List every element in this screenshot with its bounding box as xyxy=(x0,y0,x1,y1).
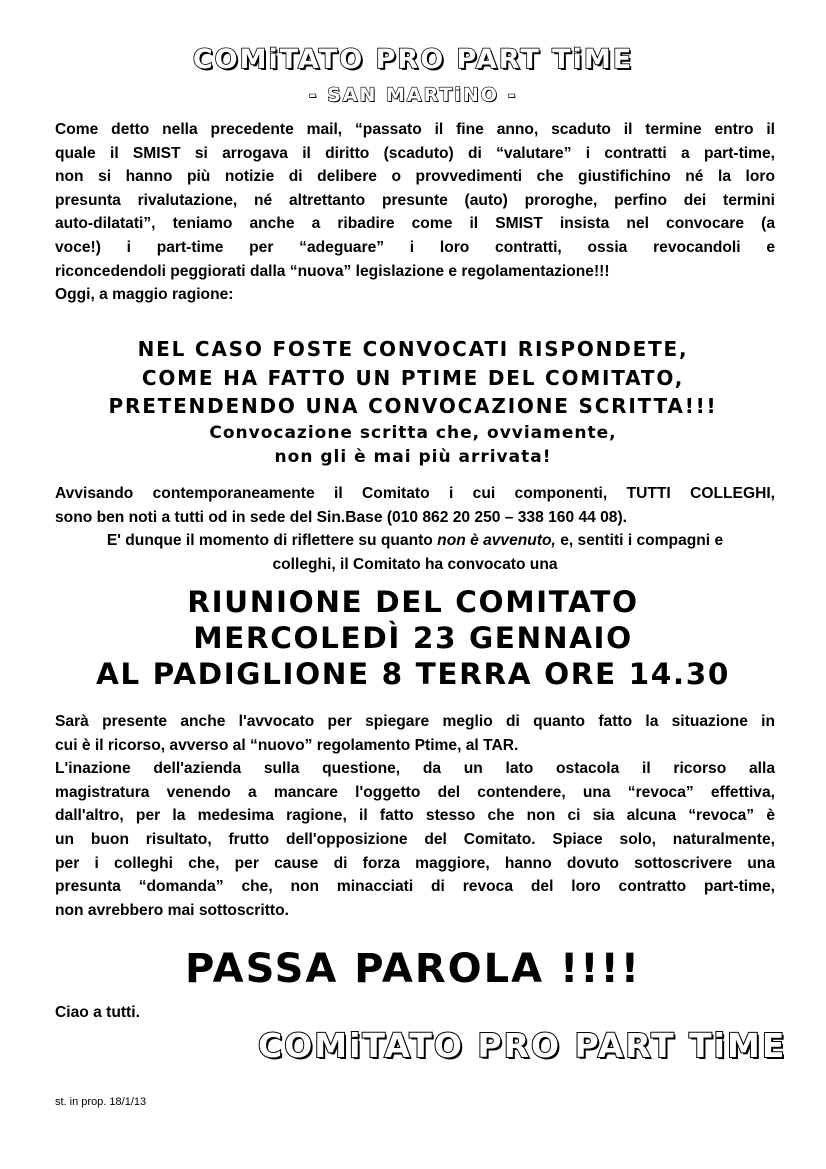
notice-block xyxy=(0,335,826,421)
body-line: magistratura venendo a mancare l'oggetto del contendere, una “revoca” effettiva, xyxy=(55,783,775,801)
body-line: dall'altro, per la medesima ragione, il fatto stesso che non ci sia alcuna “revoca” è xyxy=(55,807,775,825)
body-line: non avrebbero mai sottoscritto. xyxy=(55,901,289,919)
body-line: presunta “domanda” che, non minacciati di revoca del loro contratto part-time, xyxy=(55,878,775,896)
intro-line: auto-dilatati”, teniamo anche a ribadire come il SMIST insista nel convocare (a xyxy=(55,215,775,233)
signature: COMiTATO PRO PART TiME xyxy=(258,1026,787,1065)
notice-line: NEL CASO FOSTE CONVOCATI RISPONDETE, xyxy=(137,337,689,361)
body-line: per i colleghi che, per cause di forza maggiore, hanno dovuto sottoscrivere una xyxy=(55,854,775,872)
intro-line: non si hanno più notizie di delibere o provvedimenti che giustifichino né la loro xyxy=(55,168,775,186)
body-paragraph xyxy=(55,710,775,922)
contact-line: sono ben noti a tutti od in sede del Sin.Base (010 862 20 250 – 338 160 44 08). xyxy=(55,508,628,526)
notice-line: PRETENDENDO UNA CONVOCAZIONE SCRITTA!!! xyxy=(108,394,718,418)
contact-emphasis: non è avvenuto, xyxy=(437,532,556,550)
contact-line xyxy=(55,529,775,553)
intro-line: Come detto nella precedente mail, “passato il fine anno, scaduto il termine entro il xyxy=(55,121,775,138)
contact-line: colleghi, il Comitato ha convocato una xyxy=(272,555,558,573)
notice-sub-block xyxy=(0,421,826,469)
closing-greeting: Ciao a tutti. xyxy=(55,1004,140,1021)
contact-text: E' dunque il momento di riflettere su quanto xyxy=(106,532,438,550)
intro-paragraph xyxy=(55,118,775,307)
header-title: COMiTATO PRO PART TiME xyxy=(192,44,634,75)
intro-line: riconcedendoli peggiorati dalla “nuova” legislazione e regolamentazione!!! xyxy=(55,262,610,280)
contact-line: Avvisando contemporaneamente il Comitato i cui componenti, TUTTI COLLEGHI, xyxy=(55,485,775,502)
body-line: un buon risultato, frutto dell'opposizione del Comitato. Spiace solo, naturalmente, xyxy=(55,830,775,848)
meeting-line: MERCOLEDÌ 23 GENNAIO xyxy=(193,621,633,655)
print-note: st. in prop. 18/1/13 xyxy=(55,1096,147,1108)
meeting-line: AL PADIGLIONE 8 TERRA ORE 14.30 xyxy=(95,657,730,691)
contact-paragraph xyxy=(55,482,775,576)
contact-text: e, sentiti i compagni e xyxy=(555,532,724,550)
body-line: Sarà presente anche l'avvocato per spiegare meglio di quanto fatto la situazione in xyxy=(55,713,775,730)
intro-line: presunta rivalutazione, né altrettanto presunte (auto) proroghe, perfino dei termini xyxy=(55,191,775,209)
body-line: L'inazione dell'azienda sulla questione, da un lato ostacola il ricorso alla xyxy=(55,760,775,778)
body-line: cui è il ricorso, avverso al “nuovo” regolamento Ptime, al TAR. xyxy=(55,736,519,754)
meeting-block xyxy=(0,584,826,692)
call-to-action: PASSA PAROLA !!!! xyxy=(184,946,642,992)
notice-line: COME HA FATTO UN PTIME DEL COMITATO, xyxy=(141,365,685,390)
intro-line: quale il SMIST si arrogava il diritto (scaduto) di “valutare” i contratti a part-time, xyxy=(55,144,775,162)
intro-line: Oggi, a maggio ragione: xyxy=(55,286,234,304)
meeting-line: RIUNIONE DEL COMITATO xyxy=(187,585,639,619)
notice-sub-line: Convocazione scritta che, ovviamente, xyxy=(209,423,617,443)
notice-sub-line: non gli è mai più arrivata! xyxy=(274,447,552,467)
header-subtitle: - SAN MARTiNO - xyxy=(308,84,518,106)
intro-line: voce!) i part-time per “adeguare” i loro contratti, ossia revocandoli e xyxy=(55,238,775,256)
